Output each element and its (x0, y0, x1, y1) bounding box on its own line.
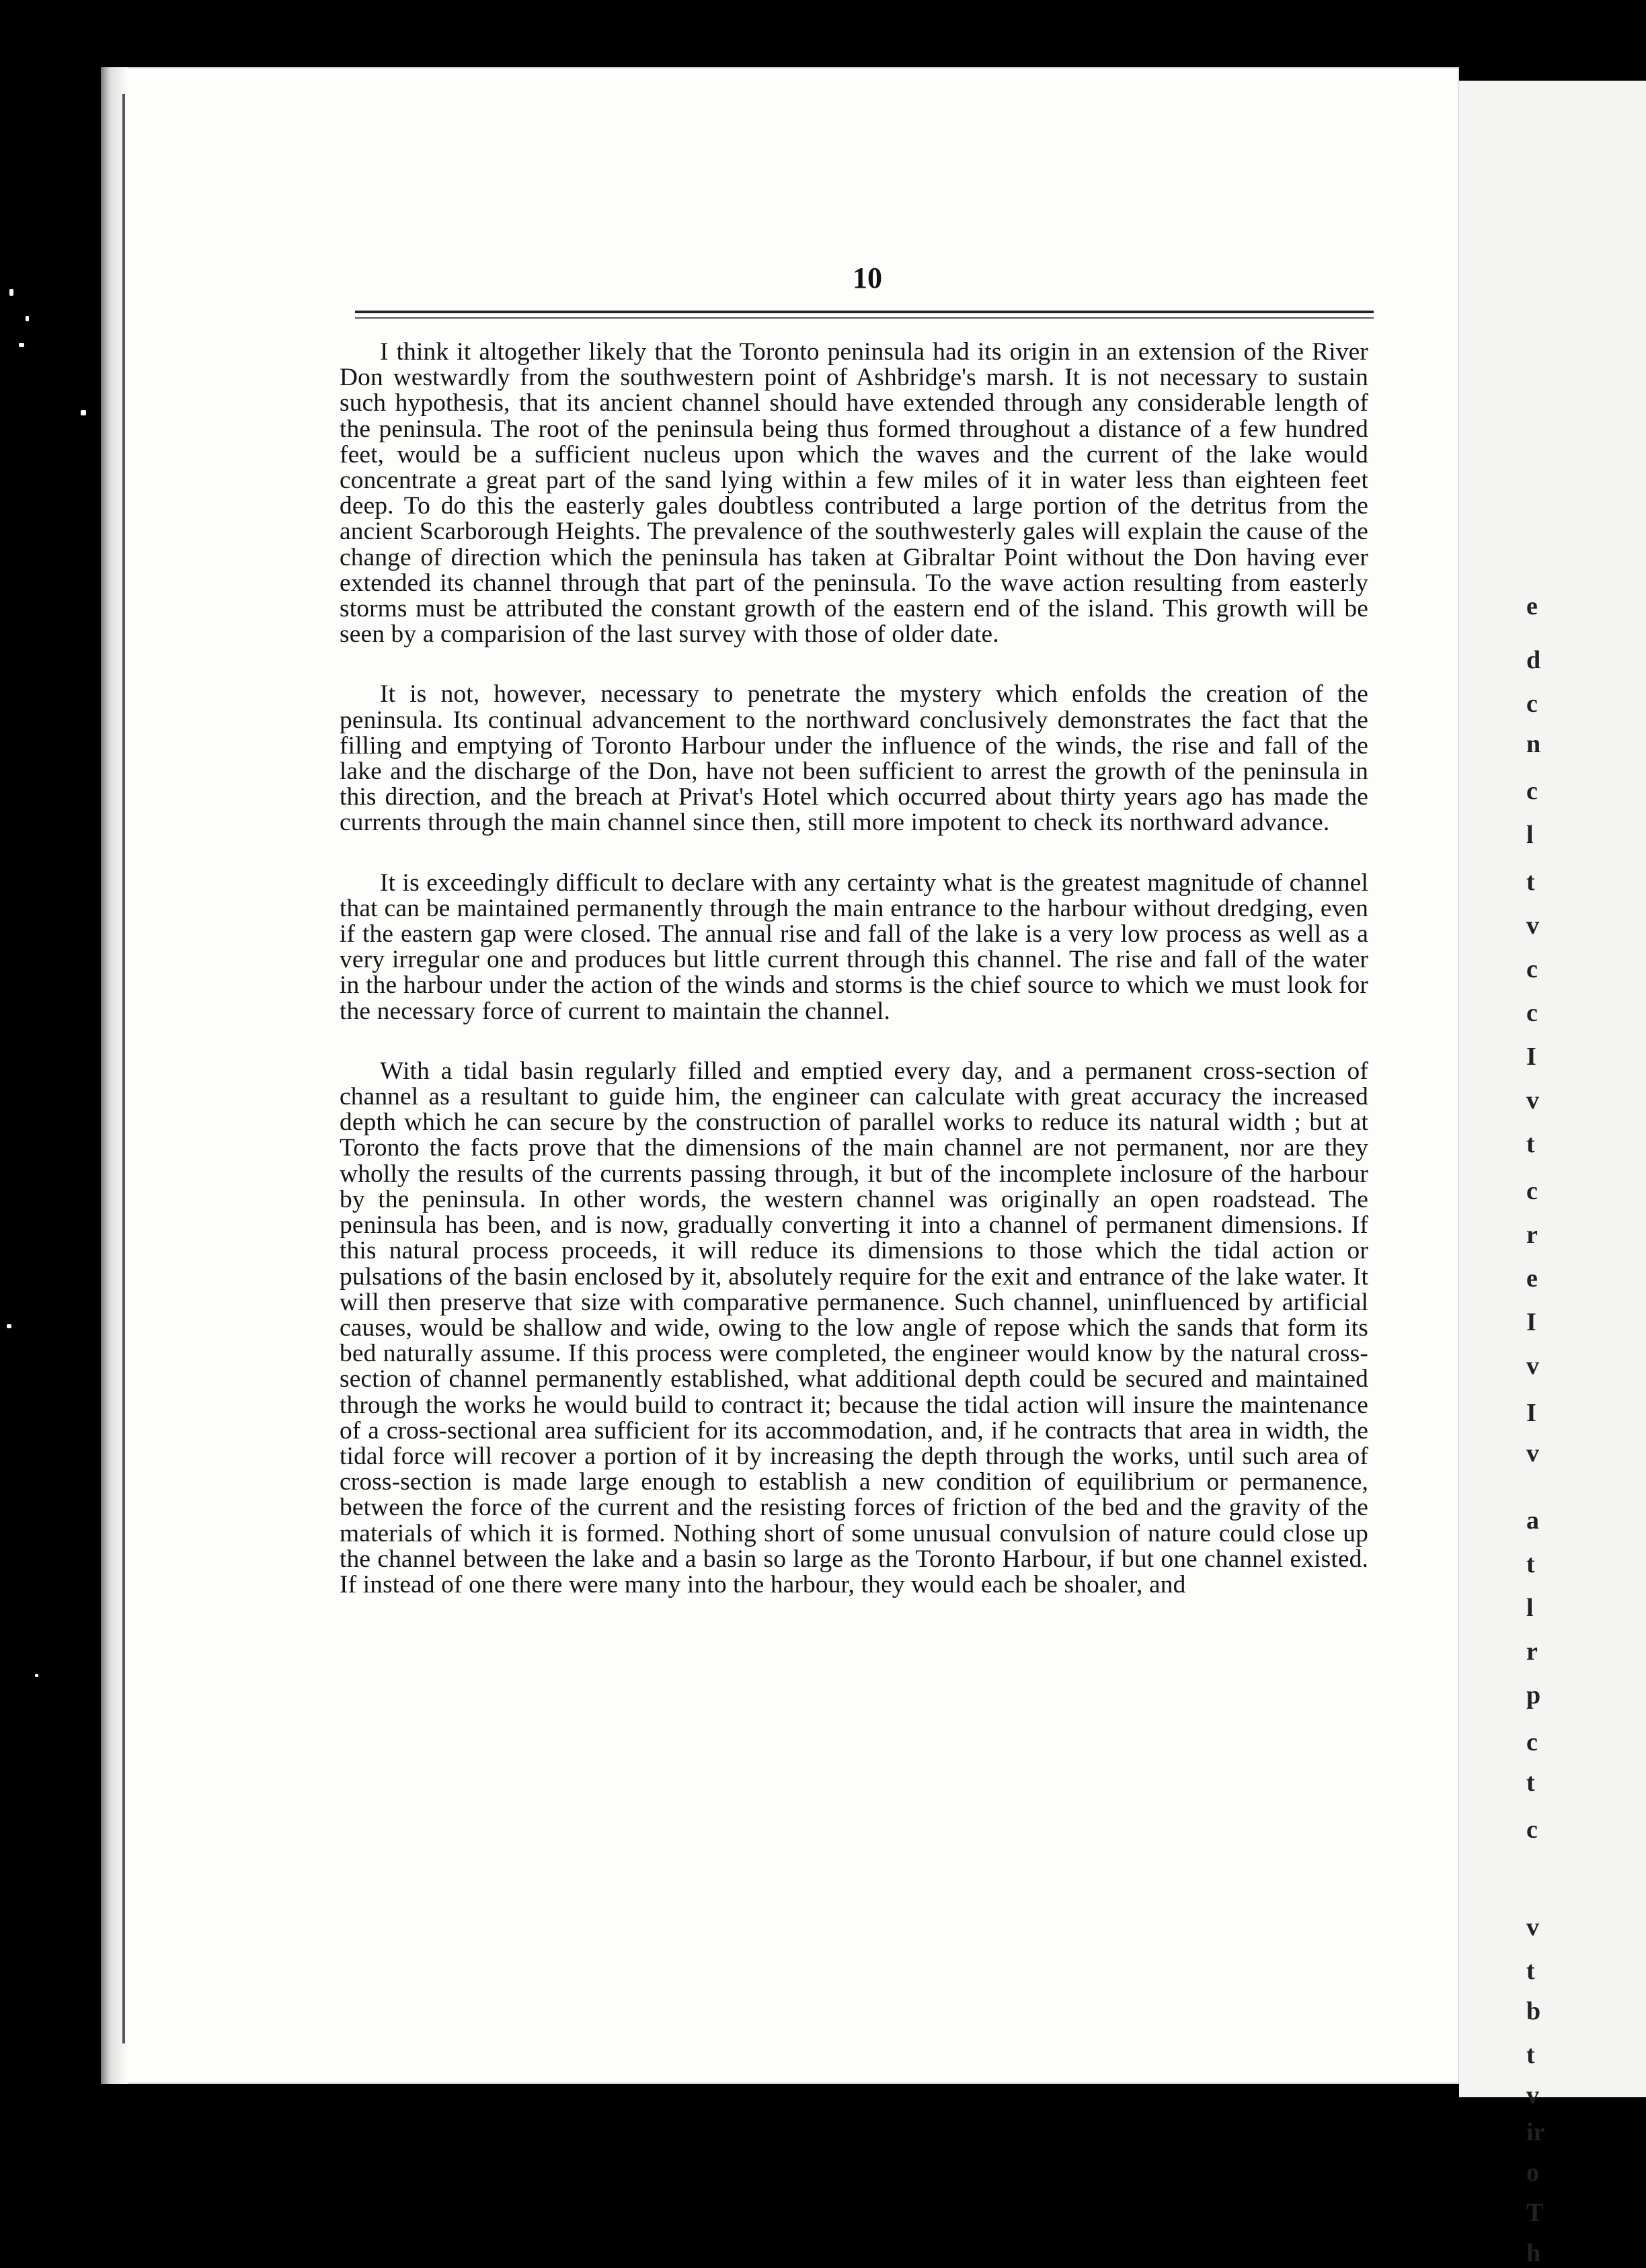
adjacent-page-fragment: I (1526, 1399, 1536, 1427)
adjacent-page-fragment: c (1526, 955, 1538, 983)
adjacent-page-fragment: I (1526, 1308, 1536, 1336)
adjacent-page-text-edge (1526, 81, 1646, 2267)
adjacent-page-fragment: o (1526, 2158, 1539, 2187)
adjacent-page-fragment: e (1526, 592, 1538, 620)
adjacent-page-fragment: h (1526, 2239, 1541, 2267)
page-binding-edge (122, 94, 125, 2043)
paragraph: It is exceedingly difficult to declare with any certainty what is the greatest magnitude of channel that can be maintained permanently through the main entrance to the harbour without dredging, even if the eastern gap were closed. The annual rise and fall of the lake is a very low process as well as a very irregular one and produces but little current through this channel. The rise and fall of the water in the harbour under the action of the winds and storms is the chief source to which we must look for the necessary force of current to maintain the channel. (340, 868, 1368, 1025)
adjacent-page-fragment: ir (1526, 2118, 1545, 2146)
adjacent-page-fragment: t (1526, 1957, 1535, 1985)
adjacent-page-fragment: c (1526, 1728, 1538, 1756)
adjacent-page-fragment: n (1526, 730, 1541, 758)
paragraph: It is not, however, necessary to penetrate the mystery which enfolds the creation of the peninsula. Its continual advancement to the northward conclusively demonstrates the fact that the filling and emptying of Toronto Harbour under the influence of the winds, the rise and fall of the lake and the discharge of the Don, have not been sufficient to arrest the growth of the peninsula in this direction, and the breach at Privat's Hotel which occurred about thirty years ago has made the currents through the main channel since then, still more impotent to check its northward advance. (340, 680, 1368, 837)
adjacent-page-fragment: r (1526, 1637, 1538, 1666)
adjacent-page-fragment: t (1526, 2041, 1535, 2069)
adjacent-page-fragment: v (1526, 1352, 1539, 1380)
adjacent-page-fragment: p (1526, 1681, 1541, 1709)
adjacent-page-fragment: v (1526, 1913, 1539, 1941)
adjacent-page-fragment: c (1526, 777, 1538, 805)
page-number: 10 (853, 261, 882, 294)
adjacent-page-fragment: l (1526, 1594, 1534, 1622)
header-rule (355, 311, 1374, 313)
paragraph: I think it altogether likely that the Toronto peninsula had its origin in an extension of the River Don westwardly from the southwestern point of Ashbridge's marsh. It is not necessary to sustain such hypothesis, that its ancient channel should have extended through any considerable length of the peninsula. The root of the peninsula being thus formed throughout a distance of a few hundred feet, would be a sufficient nucleus upon which the waves and the current of the lake would concentrate a great part of the sand lying within a few miles of it in water less than eighteen feet deep. To do this the easterly gales doubtless contributed a large portion of the detritus from the ancient Scarborough Heights. The prevalence of the southwesterly gales will explain the cause of the change of direction which the peninsula has taken at Gibraltar Point without the Don having ever extended its channel through that part of the peninsula. To the wave action resulting from easterly storms must be attributed the constant growth of the eastern end of the island. This growth will be seen by a comparision of the last survey with those of older date. (340, 338, 1368, 649)
adjacent-page-fragment: b (1526, 1997, 1541, 2025)
adjacent-page-fragment: T (1526, 2199, 1544, 2227)
adjacent-page-fragment: v (1526, 1439, 1539, 1467)
adjacent-page-fragment: a (1526, 1506, 1539, 1535)
adjacent-page-fragment: c (1526, 999, 1538, 1027)
scan-speck (7, 1324, 11, 1328)
adjacent-page-fragment: v (1526, 1086, 1539, 1115)
adjacent-page-fragment: t (1526, 1550, 1535, 1578)
adjacent-page-fragment: v (1526, 2081, 1539, 2109)
scan-speck (81, 410, 86, 415)
scan-speck (26, 316, 29, 321)
adjacent-page-fragment: t (1526, 1130, 1535, 1158)
adjacent-page-fragment: I (1526, 1043, 1536, 1071)
header-rule-thin (355, 317, 1374, 319)
adjacent-page-fragment: t (1526, 1769, 1535, 1797)
adjacent-page-fragment: c (1526, 1816, 1538, 1844)
paragraph: With a tidal basin regularly filled and emptied every day, and a permanent cross-section of channel as a resultant to guide him, the engineer can calculate with great accuracy the increased depth which he can secure by the construction of parallel works to reduce its natural width ; but at Toronto the facts prove that the dimensions of the main channel are not permanent, nor are they wholly the results of the currents passing through, it but of the incomplete inclosure of the harbour by the peninsula. In other words, the western channel was originally an open roadstead. The peninsula has been, and is now, gradually converting it into a channel of permanent dimensions. If this natural process proceeds, it will reduce its dimensions to those which the tidal action or pulsations of the basin enclosed by it, absolutely require for the exit and entrance of the lake water. It will then preserve that size with comparative permanence. Such channel, uninfluenced by artificial causes, would be shallow and wide, owing to the low angle of repose which the sands that form its bed naturally assume. If this process were completed, the engineer would know by the natural cross-section of channel permanently established, what additional depth could be secured and maintained through the works he would build to contract it; because the tidal action will insure the maintenance of a cross-sectional area sufficient for its accommodation, and, if he contracts that area in width, the tidal force will recover a portion of it by increasing the depth through the works, until such area of cross-section is made large enough to establish a new condition of equilibrium or permanence, between the force of the current and the resisting forces of friction of the bed and the gravity of the materials of which it is formed. Nothing short of some unusual convulsion of nature could close up the channel between the lake and a basin so large as the Toronto Harbour, if but one channel existed. If instead of one there were many into the harbour, they would each be shoaler, and (340, 1057, 1368, 1598)
adjacent-page-fragment: t (1526, 868, 1535, 896)
scan-speck (9, 289, 13, 296)
adjacent-page-fragment: r (1526, 1221, 1538, 1249)
adjacent-page-fragment: c (1526, 690, 1538, 718)
adjacent-page-fragment: e (1526, 1264, 1538, 1293)
scan-speck (19, 343, 24, 347)
scan-speck (35, 1674, 38, 1677)
body-text (340, 339, 1368, 1598)
adjacent-page-fragment: l (1526, 821, 1534, 849)
adjacent-page-fragment: c (1526, 1177, 1538, 1205)
adjacent-page-fragment: d (1526, 646, 1541, 674)
adjacent-page-fragment: v (1526, 912, 1539, 940)
